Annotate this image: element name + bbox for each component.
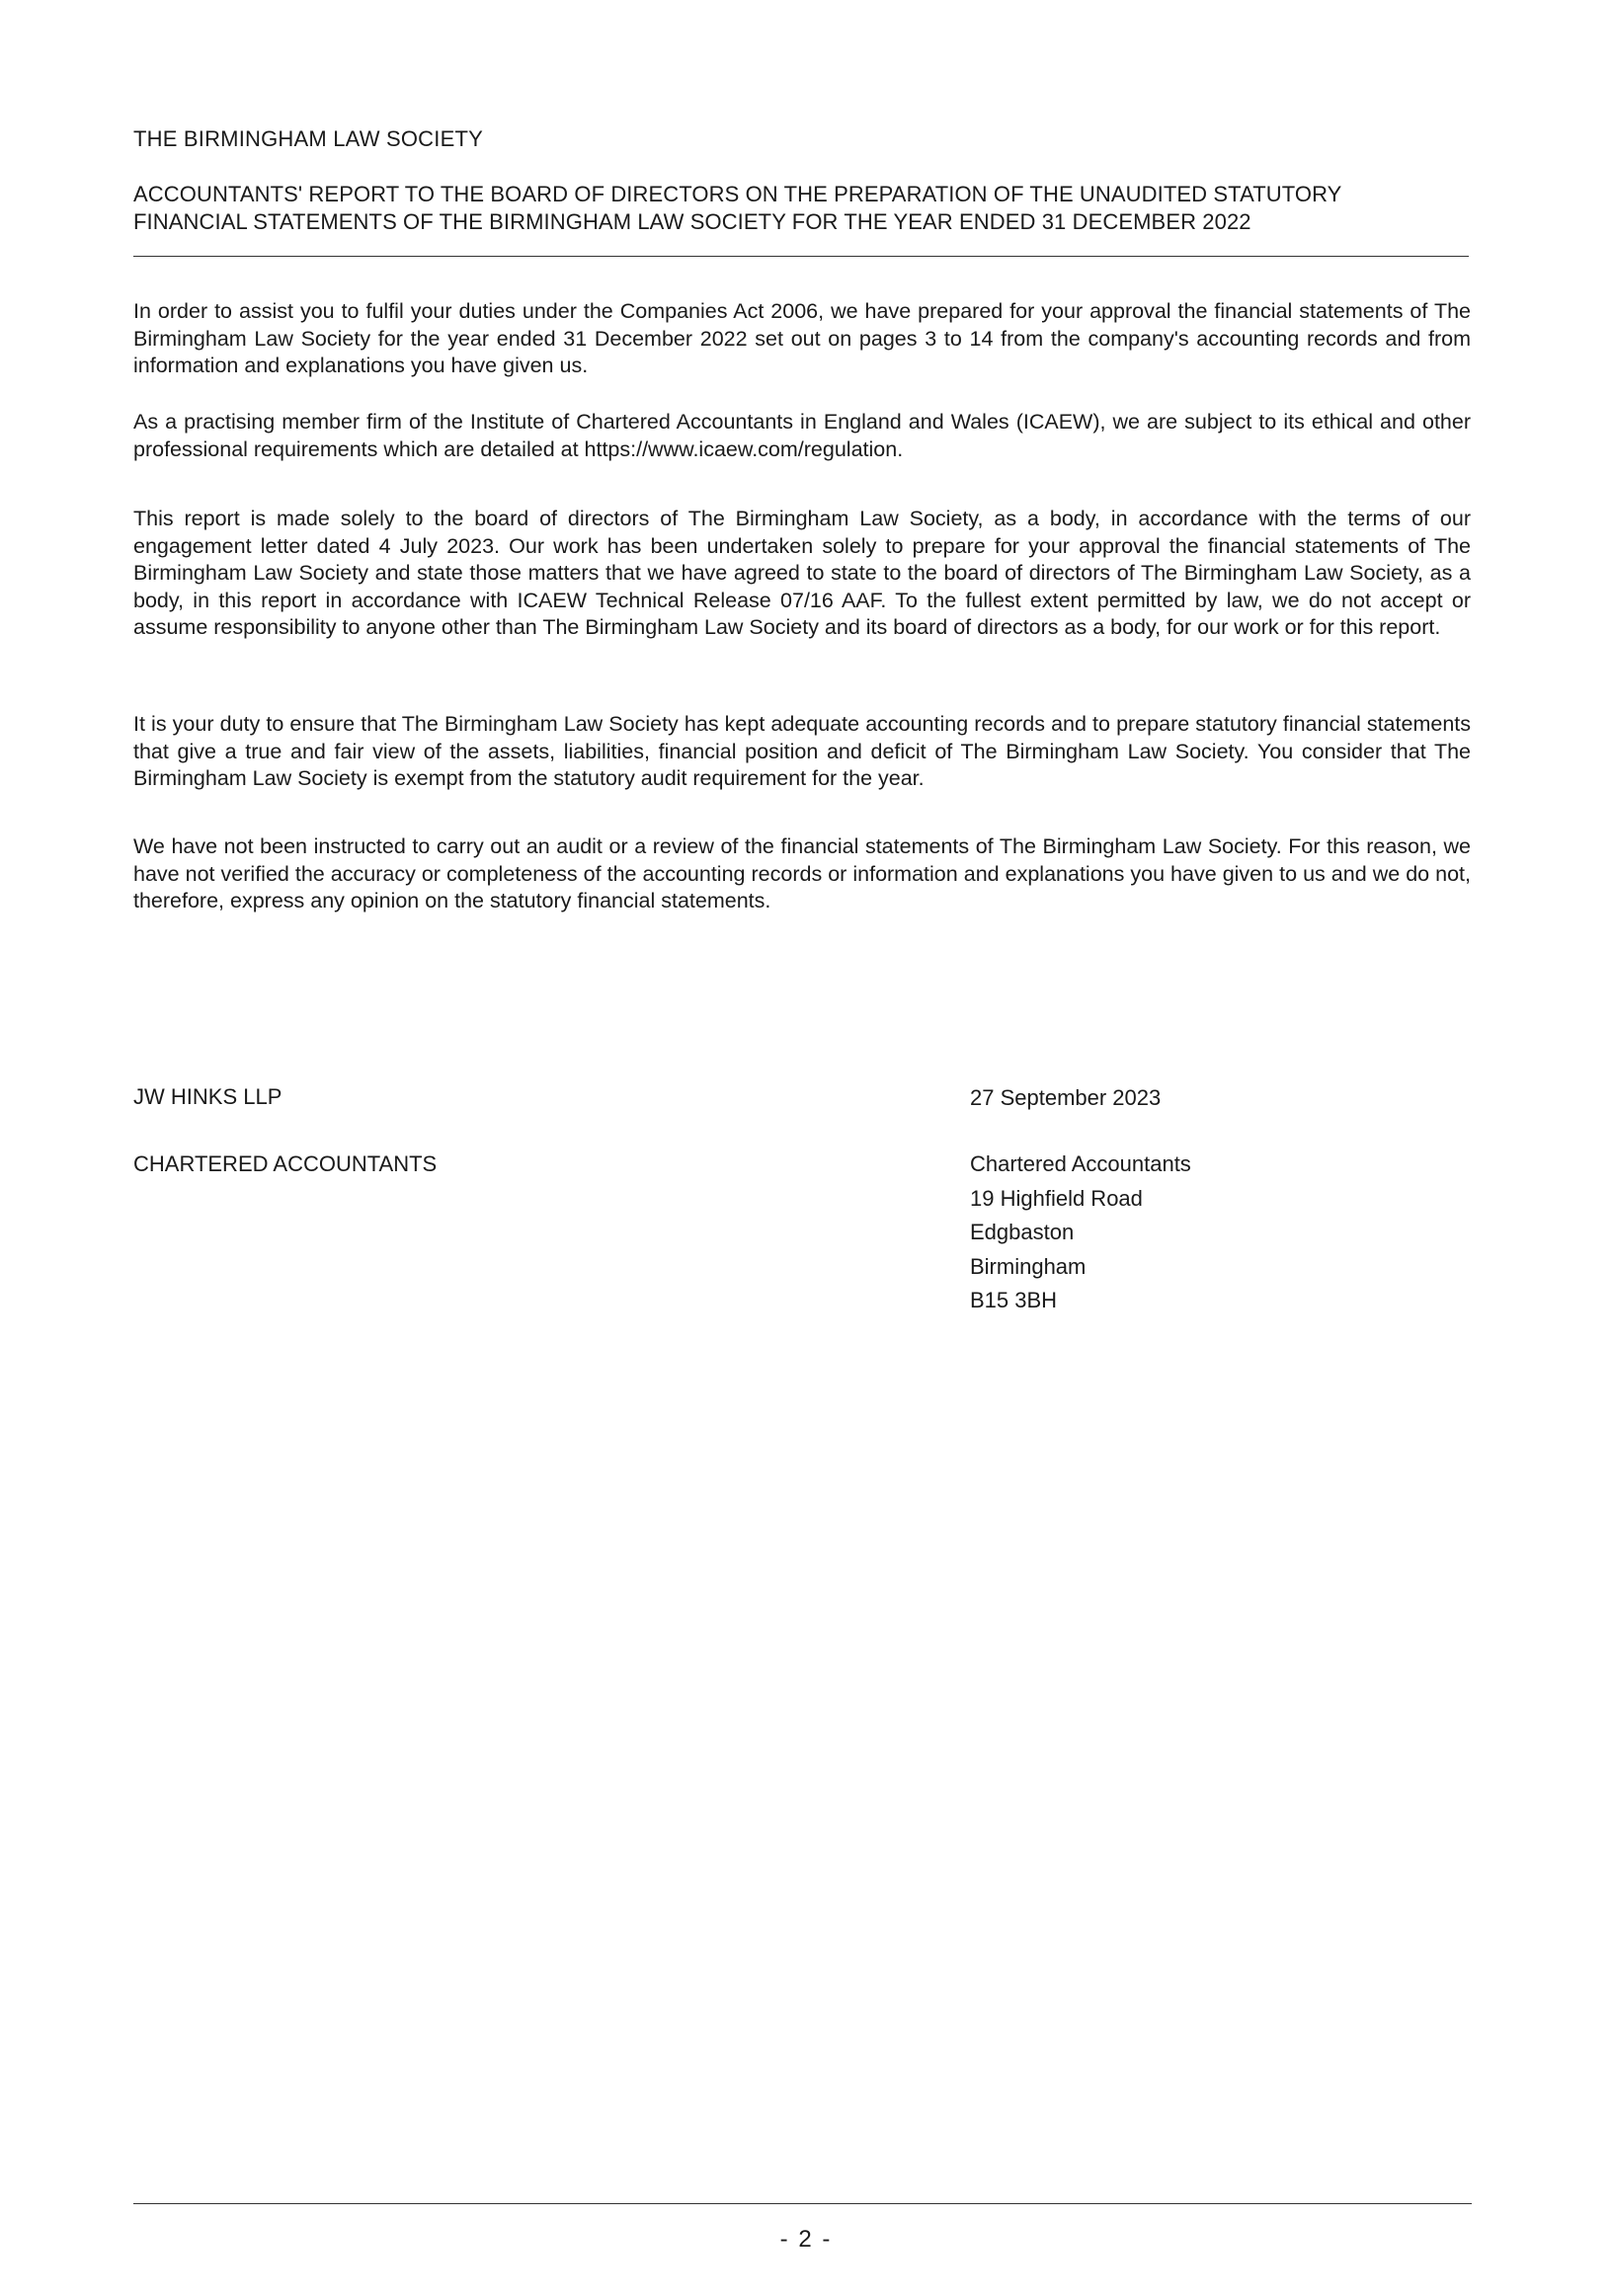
address-line: Chartered Accountants [970,1151,1191,1176]
organisation-name: THE BIRMINGHAM LAW SOCIETY [133,126,483,151]
footer-divider [133,2203,1472,2204]
report-title [133,181,1477,236]
header-divider [133,256,1469,257]
firm-role: CHARTERED ACCOUNTANTS [133,1151,438,1176]
report-title-line-1: ACCOUNTANTS' REPORT TO THE BOARD OF DIRECTORS ON THE PREPARATION OF THE UNAUDITED STATUTORY [133,182,1342,206]
signature-date: 27 September 2023 [970,1085,1162,1110]
address-line: 19 Highfield Road [970,1185,1143,1211]
address-line: B15 3BH [970,1288,1058,1312]
address-line: Birmingham [970,1253,1087,1279]
page-number: - 2 - [779,2226,833,2253]
paragraph-directors-duty: It is your duty to ensure that The Birmingham Law Society has kept adequate accounting records and to prepare statutory financial statements that give a true and fair view of the assets, liabilities, financial position and deficit of The Birmingham Law Society. You consider that The Birmingham Law Society is exempt from the statutory audit requirement for the year. [133,712,1471,790]
paragraph-duties: In order to assist you to fulfil your duties under the Companies Act 2006, we have prepared for your approval the financial statements of The Birmingham Law Society for the year ended 31 December 2022 set out on pages 3 to 14 from the company's accounting records and from information and explanations you have given us. [133,299,1471,377]
firm-name: JW HINKS LLP [133,1084,282,1109]
paragraph-no-audit: We have not been instructed to carry out an audit or a review of the financial statements of The Birmingham Law Society. For this reason, we have not verified the accuracy or completeness of the accounting records or information and explanations you have given to us and we do not, therefore, express any opinion on the statutory financial statements. [133,834,1471,912]
address-line: Edgbaston [970,1220,1075,1244]
firm-address [970,1148,1191,1318]
paragraph-icaew-membership: As a practising member firm of the Institute of Chartered Accountants in England and Wales (ICAEW), we are subject to its ethical and other professional requirements which are detailed at https://www.icaew.com/regulation. [133,410,1471,461]
report-title-line-2: FINANCIAL STATEMENTS OF THE BIRMINGHAM LAW SOCIETY FOR THE YEAR ENDED 31 DECEMBER 2022 [133,209,1251,234]
paragraph-report-scope: This report is made solely to the board of directors of The Birmingham Law Society, as a body, in accordance with the terms of our engagement letter dated 4 July 2023. Our work has been undertaken solely to prepare for your approval the financial statements of The Birmingham Law Society and state those matters that we have agreed to state to the board of directors of The Birmingham Law Society, as a body, in this report in accordance with ICAEW Technical Release 07/16 AAF. To the fullest extent permitted by law, we do not accept or assume responsibility to anyone other than The Birmingham Law Society and its board of directors as a body, for our work or for this report. [133,507,1471,639]
